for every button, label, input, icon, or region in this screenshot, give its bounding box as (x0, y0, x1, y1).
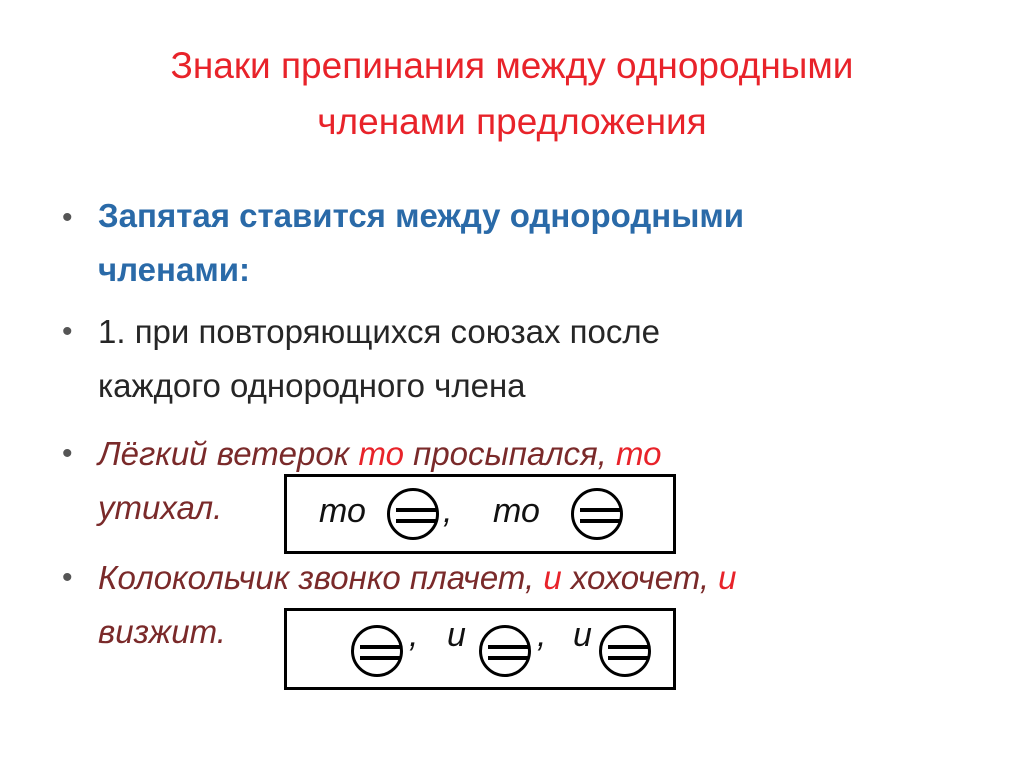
example1-line-2: утихал. (98, 489, 223, 526)
scheme2-conjunction-2: и (573, 616, 592, 654)
homogeneous-member-circle-icon (387, 488, 439, 540)
example2-line-1 (98, 560, 737, 596)
scheme1-conjunction-1: то (319, 492, 366, 530)
homogeneous-member-circle-icon (571, 488, 623, 540)
example1-text-b: просыпался, (403, 435, 617, 472)
example1-conjunction-2: то (616, 435, 662, 472)
scheme2-comma-2: , (537, 616, 547, 654)
example2-line-2: визжит. (98, 613, 226, 650)
scheme-box-1 (284, 474, 676, 554)
rule-line-2: членами: (98, 251, 251, 288)
scheme1-comma: , (443, 492, 453, 530)
homogeneous-member-circle-icon (351, 625, 403, 677)
scheme1-conjunction-2: то (493, 492, 540, 530)
title-line-2: членами предложения (317, 101, 707, 142)
scheme2-conjunction-1: и (447, 616, 466, 654)
point1-line-1: 1. при повторяющихся союзах после (98, 313, 660, 350)
point1-line-2: каждого однородного члена (98, 367, 526, 404)
example2-conjunction-2: и (718, 559, 737, 596)
bullet-dot-icon: • (62, 561, 73, 594)
scheme-box-2 (284, 608, 676, 690)
slide-title (0, 38, 1024, 150)
homogeneous-member-circle-icon (479, 625, 531, 677)
bullet-dot-icon: • (62, 315, 73, 348)
example1-line-1 (98, 436, 662, 472)
bullet-dot-icon: • (62, 201, 73, 234)
title-line-1: Знаки препинания между однородными (170, 45, 854, 86)
homogeneous-member-circle-icon (599, 625, 651, 677)
scheme2-comma-1: , (409, 616, 419, 654)
example2-conjunction-1: и (543, 559, 562, 596)
bullet-dot-icon: • (62, 437, 73, 470)
example1-conjunction-1: то (358, 435, 404, 472)
rule-line-1: Запятая ставится между однородными (98, 197, 745, 234)
example2-text-a: Колокольчик звонко плачет, (98, 559, 544, 596)
example1-text-a: Лёгкий ветерок (98, 435, 359, 472)
example2-text-b: хохочет, (561, 559, 719, 596)
